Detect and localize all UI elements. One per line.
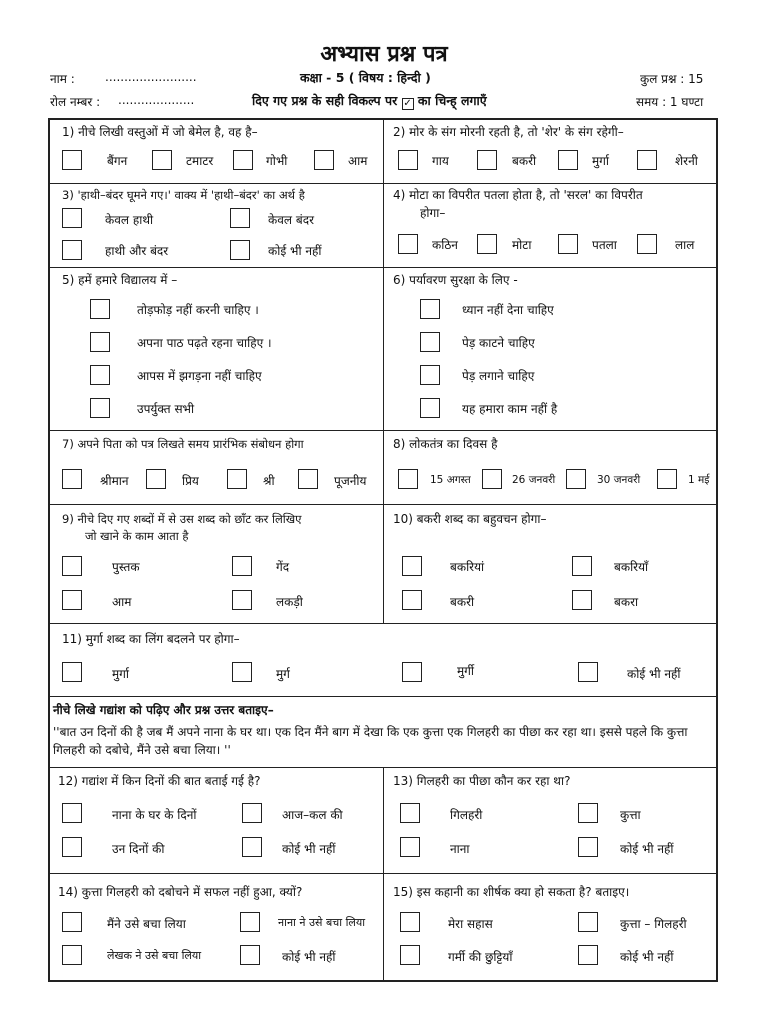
q7-option-3-label: श्री <box>263 474 275 488</box>
q4-option-2-label: मोटा <box>512 238 532 252</box>
q14-option-1-checkbox[interactable] <box>62 912 82 932</box>
q1-option-2-checkbox[interactable] <box>152 150 172 170</box>
q5-option-1-label: तोड़फोड़ नहीं करनी चाहिए । <box>137 303 259 317</box>
q15-option-4-checkbox[interactable] <box>578 945 598 965</box>
q15-option-1-label: मेरा सहास <box>448 917 493 931</box>
q9-option-3-checkbox[interactable] <box>62 590 82 610</box>
q5-option-4-label: उपर्युक्त सभी <box>137 402 195 416</box>
q5-option-3-checkbox[interactable] <box>90 365 110 385</box>
q4-option-4-label: लाल <box>675 238 695 252</box>
q5-option-3-label: आपस में झगड़ना नहीं चाहिए <box>137 369 262 383</box>
q4-option-3-label: पतला <box>592 238 617 252</box>
q8-option-4-checkbox[interactable] <box>657 469 677 489</box>
question-15: 15) इस कहानी का शीर्षक क्या हो सकता है? बताइए। <box>393 885 630 899</box>
q6-option-1-checkbox[interactable] <box>420 299 440 319</box>
q9-option-1-label: पुस्तक <box>112 560 140 574</box>
q6-option-3-checkbox[interactable] <box>420 365 440 385</box>
q11-option-4-label: कोई भी नहीं <box>627 667 681 681</box>
q3-option-1-checkbox[interactable] <box>62 208 82 228</box>
page-title: अभ्यास प्रश्न पत्र <box>320 42 448 67</box>
q12-option-3-label: उन दिनों की <box>112 842 165 856</box>
q14-option-4-label: कोई भी नहीं <box>282 950 336 964</box>
q3-option-3-checkbox[interactable] <box>62 240 82 260</box>
q7-option-1-label: श्रीमान <box>100 474 129 488</box>
question-2: 2) मोर के संग मोरनी रहती है, तो 'शेर' के संग रहेगी– <box>393 125 624 139</box>
q12-option-4-checkbox[interactable] <box>242 837 262 857</box>
question-6: 6) पर्यावरण सुरक्षा के लिए - <box>393 273 518 287</box>
q12-option-3-checkbox[interactable] <box>62 837 82 857</box>
q14-option-4-checkbox[interactable] <box>240 945 260 965</box>
q7-option-2-label: प्रिय <box>182 474 199 488</box>
q4-option-2-checkbox[interactable] <box>477 234 497 254</box>
q11-option-3-label: मुर्गी <box>457 664 475 678</box>
q6-option-2-label: पेड़ काटने चाहिए <box>462 336 535 350</box>
q9-option-4-checkbox[interactable] <box>232 590 252 610</box>
time-allowed: समय : 1 घण्टा <box>636 95 704 109</box>
q11-option-1-checkbox[interactable] <box>62 662 82 682</box>
q3-option-1-label: केवल हाथी <box>105 213 154 227</box>
q14-option-1-label: मैंने उसे बचा लिया <box>107 917 186 931</box>
q6-option-2-checkbox[interactable] <box>420 332 440 352</box>
q12-option-1-checkbox[interactable] <box>62 803 82 823</box>
passage-text: ''बात उन दिनों की है जब मैं अपने नाना के घर था। एक दिन मैंने बाग में देखा कि एक कुत्ता एक गिलहरी का पीछा कर रहा था। इससे पहले कि कुत्ता गिलहरी को दबोचे, मैंने उसे बचा लिया। '' <box>53 725 688 757</box>
question-13: 13) गिलहरी का पीछा कौन कर रहा था? <box>393 774 571 788</box>
q11-option-2-label: मुर्ग <box>276 667 290 681</box>
q7-option-1-checkbox[interactable] <box>62 469 82 489</box>
q7-option-3-checkbox[interactable] <box>227 469 247 489</box>
passage-heading: नीचे लिखे गद्यांश को पढ़िए और प्रश्न उत्तर बताइए– <box>53 703 274 717</box>
q14-option-2-label: नाना ने उसे बचा लिया <box>278 916 366 929</box>
question-9-line-2: जो खाने के काम आता है <box>85 529 189 543</box>
q10-option-3-checkbox[interactable] <box>402 590 422 610</box>
column-divider <box>383 767 384 982</box>
q13-option-4-checkbox[interactable] <box>578 837 598 857</box>
class-subject: कक्षा - 5 ( विषय : हिन्दी ) <box>300 70 431 85</box>
q2-option-4-checkbox[interactable] <box>637 150 657 170</box>
q2-option-3-checkbox[interactable] <box>558 150 578 170</box>
name-label: नाम : <box>50 72 75 86</box>
instruction-before: दिए गए प्रश्न के सही विकल्प पर <box>252 93 398 108</box>
total-questions: कुल प्रश्न : 15 <box>640 72 704 86</box>
roll-label: रोल नम्बर : <box>50 95 101 109</box>
q8-option-4-label: 1 मई <box>688 474 710 486</box>
q3-option-4-checkbox[interactable] <box>230 240 250 260</box>
q3-option-4-label: कोई भी नहीं <box>268 244 322 258</box>
q13-option-1-checkbox[interactable] <box>400 803 420 823</box>
q10-option-1-checkbox[interactable] <box>402 556 422 576</box>
q8-option-3-label: 30 जनवरी <box>597 474 641 486</box>
q15-option-4-label: कोई भी नहीं <box>620 950 674 964</box>
q15-option-1-checkbox[interactable] <box>400 912 420 932</box>
q9-option-2-checkbox[interactable] <box>232 556 252 576</box>
roll-field[interactable]: .................... <box>118 93 195 107</box>
q15-option-3-checkbox[interactable] <box>400 945 420 965</box>
q9-option-2-label: गेंद <box>276 560 290 574</box>
q1-option-4-checkbox[interactable] <box>314 150 334 170</box>
q8-option-1-checkbox[interactable] <box>398 469 418 489</box>
q14-option-3-label: लेखक ने उसे बचा लिया <box>107 949 202 962</box>
q8-option-1-label: 15 अगस्त <box>430 474 471 486</box>
q4-option-3-checkbox[interactable] <box>558 234 578 254</box>
question-10: 10) बकरी शब्द का बहुवचन होगा– <box>393 512 547 526</box>
q15-option-2-label: कुत्ता – गिलहरी <box>620 917 687 931</box>
question-5: 5) हमें हमारे विद्यालय में – <box>62 273 178 287</box>
q15-option-3-label: गर्मी की छुट्टियाँ <box>448 950 513 964</box>
question-3: 3) 'हाथी–बंदर घूमने गए।' वाक्य में 'हाथी–बंदर' का अर्थ है <box>62 188 305 202</box>
q2-option-1-checkbox[interactable] <box>398 150 418 170</box>
q15-option-2-checkbox[interactable] <box>578 912 598 932</box>
q13-option-3-checkbox[interactable] <box>400 837 420 857</box>
q12-option-2-checkbox[interactable] <box>242 803 262 823</box>
q5-option-2-label: अपना पाठ पढ़ते रहना चाहिए । <box>137 336 272 350</box>
q10-option-1-label: बकरियां <box>450 560 485 574</box>
question-4-line-2: होगा– <box>420 206 446 220</box>
q11-option-3-checkbox[interactable] <box>402 662 422 682</box>
question-9-line-1: 9) नीचे दिए गए शब्दों में से उस शब्द को छाँट कर लिखिए <box>62 512 302 526</box>
q14-option-2-checkbox[interactable] <box>240 912 260 932</box>
row-divider <box>48 623 718 624</box>
row-divider <box>48 696 718 697</box>
q5-option-4-checkbox[interactable] <box>90 398 110 418</box>
q6-option-3-label: पेड़ लगाने चाहिए <box>462 369 535 383</box>
q3-option-2-label: केवल बंदर <box>268 213 314 227</box>
q1-option-3-checkbox[interactable] <box>233 150 253 170</box>
q9-option-3-label: आम <box>112 595 132 609</box>
checkbox-tick-icon: ✓ <box>403 98 412 109</box>
q4-option-1-checkbox[interactable] <box>398 234 418 254</box>
q9-option-1-checkbox[interactable] <box>62 556 82 576</box>
q13-option-1-label: गिलहरी <box>450 808 483 822</box>
q11-option-2-checkbox[interactable] <box>232 662 252 682</box>
q1-option-4-label: आम <box>348 154 368 168</box>
q14-option-3-checkbox[interactable] <box>62 945 82 965</box>
q13-option-2-label: कुत्ता <box>620 808 641 822</box>
q5-option-2-checkbox[interactable] <box>90 332 110 352</box>
q13-option-4-label: कोई भी नहीं <box>620 842 674 856</box>
q8-option-2-label: 26 जनवरी <box>512 474 556 486</box>
q2-option-1-label: गाय <box>432 154 449 168</box>
q1-option-2-label: टमाटर <box>186 154 214 168</box>
q13-option-2-checkbox[interactable] <box>578 803 598 823</box>
q1-option-1-checkbox[interactable] <box>62 150 82 170</box>
q13-option-3-label: नाना <box>450 842 470 856</box>
q1-option-3-label: गोभी <box>266 154 288 168</box>
column-divider <box>383 118 384 623</box>
q12-option-2-label: आज–कल की <box>282 808 343 822</box>
q11-option-1-label: मुर्गा <box>112 667 130 681</box>
question-11: 11) मुर्गा शब्द का लिंग बदलने पर होगा– <box>62 632 240 646</box>
q10-option-2-label: बकरियाँ <box>614 560 649 574</box>
instruction-after: का चिन्ह् लगाएँ <box>417 93 487 108</box>
question-1: 1) नीचे लिखी वस्तुओं में जो बेमेल है, वह है– <box>62 125 258 139</box>
instruction <box>252 92 487 110</box>
q5-option-1-checkbox[interactable] <box>90 299 110 319</box>
q10-option-4-label: बकरा <box>614 595 639 609</box>
name-field[interactable]: ........................ <box>105 70 197 84</box>
q2-option-3-label: मुर्गा <box>592 154 610 168</box>
q12-option-4-label: कोई भी नहीं <box>282 842 336 856</box>
q8-option-2-checkbox[interactable] <box>482 469 502 489</box>
q8-option-3-checkbox[interactable] <box>566 469 586 489</box>
question-8: 8) लोकतंत्र का दिवस है <box>393 437 498 451</box>
q1-option-1-label: बैंगन <box>107 154 128 168</box>
q12-option-1-label: नाना के घर के दिनों <box>112 808 197 822</box>
question-4-line-1: 4) मोटा का विपरीत पतला होता है, तो 'सरल' का विपरीत <box>393 188 643 202</box>
q9-option-4-label: लकड़ी <box>276 595 303 609</box>
q11-option-4-checkbox[interactable] <box>578 662 598 682</box>
q7-option-4-label: पूजनीय <box>334 474 367 488</box>
q2-option-4-label: शेरनी <box>675 154 698 168</box>
q3-option-3-label: हाथी और बंदर <box>105 244 169 258</box>
q6-option-4-checkbox[interactable] <box>420 398 440 418</box>
q3-option-2-checkbox[interactable] <box>230 208 250 228</box>
q10-option-4-checkbox[interactable] <box>572 590 592 610</box>
q4-option-4-checkbox[interactable] <box>637 234 657 254</box>
question-14: 14) कुत्ता गिलहरी को दबोचने में सफल नहीं हुआ, क्यों? <box>58 885 303 899</box>
q7-option-2-checkbox[interactable] <box>146 469 166 489</box>
q10-option-3-label: बकरी <box>450 595 475 609</box>
q6-option-4-label: यह हमारा काम नहीं है <box>462 402 558 416</box>
q2-option-2-label: बकरी <box>512 154 537 168</box>
question-7: 7) अपने पिता को पत्र लिखते समय प्रारंभिक संबोधन होगा <box>62 437 304 451</box>
q10-option-2-checkbox[interactable] <box>572 556 592 576</box>
q2-option-2-checkbox[interactable] <box>477 150 497 170</box>
q4-option-1-label: कठिन <box>432 238 458 252</box>
q6-option-1-label: ध्यान नहीं देना चाहिए <box>462 303 554 317</box>
q7-option-4-checkbox[interactable] <box>298 469 318 489</box>
question-12: 12) गद्यांश में किन दिनों की बात बताई गई है? <box>58 774 261 788</box>
